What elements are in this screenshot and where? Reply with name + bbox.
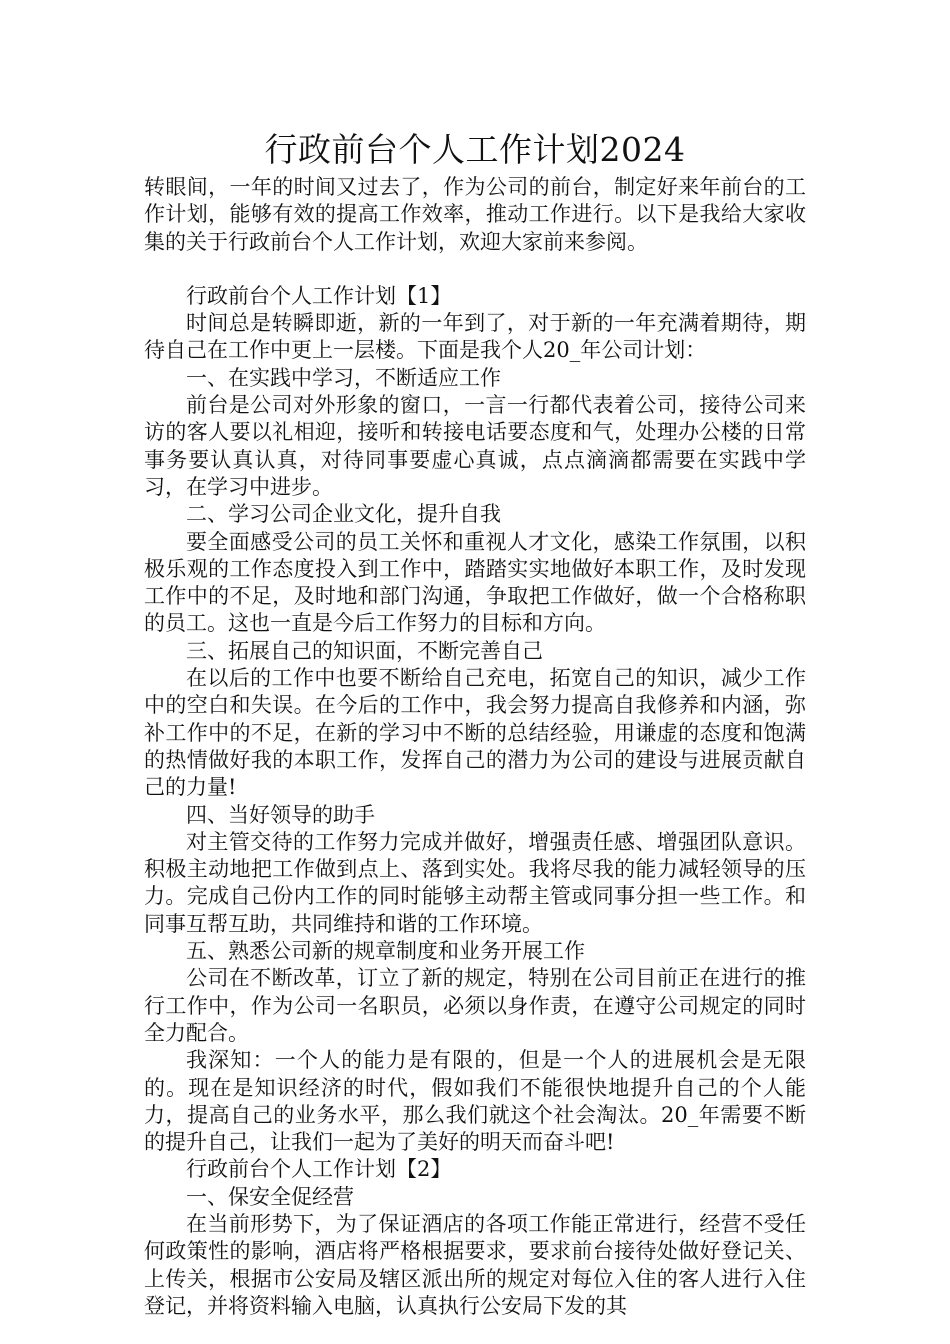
plan1-section1-body: 前台是公司对外形象的窗口，一言一行都代表着公司，接待公司来访的客人要以礼相迎，接听和转接电话要态度和气，处理办公楼的日常事务要认真认真，对待同事要虚心真诚，点点滴滴都需要在实践中学习，在学习中进步。 bbox=[144, 393, 806, 499]
plan1-section2-heading: 二、学习公司企业文化，提升自我 bbox=[186, 502, 501, 527]
plan1-section3-heading: 三、拓展自己的知识面，不断完善自己 bbox=[186, 638, 543, 663]
plan2-section1-body: 在当前形势下，为了保证酒店的各项工作能正常进行，经营不受任何政策性的影响，酒店将严格根据要求，要求前台接待处做好登记关、上传关，根据市公安局及辖区派出所的规定对每位入住的客人进行入住登记，并将资料输入电脑，认真执行公安局下发的其 bbox=[144, 1211, 806, 1318]
plan1-section3-body: 在以后的工作中也要不断给自己充电，拓宽自己的知识，减少工作中的空白和失误。在今后的工作中，我会努力提高自我修养和内涵，弥补工作中的不足，在新的学习中不断的总结经验，用谦虚的态度和饱满的热情做好我的本职工作，发挥自己的潜力为公司的建设与进展贡献自己的力量! bbox=[144, 666, 806, 800]
plan1-section4-body: 对主管交待的工作努力完成并做好，增强责任感、增强团队意识。积极主动地把工作做到点上、落到实处。我将尽我的能力减轻领导的压力。完成自己份内工作的同时能够主动帮主管或同事分担一些工作。和同事互帮互助，共同维持和谐的工作环境。 bbox=[144, 829, 806, 936]
plan2-section1-heading: 一、保安全促经营 bbox=[186, 1184, 354, 1209]
document-body bbox=[144, 174, 806, 1320]
plan1-section4-heading: 四、当好领导的助手 bbox=[186, 802, 375, 827]
document-title: 行政前台个人工作计划2024 bbox=[264, 130, 686, 169]
plan1-section1-heading: 一、在实践中学习，不断适应工作 bbox=[186, 365, 501, 390]
plan2-heading: 行政前台个人工作计划【2】 bbox=[186, 1157, 452, 1182]
plan1-section5-heading: 五、熟悉公司新的规章制度和业务开展工作 bbox=[186, 939, 585, 964]
document-page bbox=[144, 128, 806, 1320]
blank-line bbox=[144, 256, 806, 283]
plan1-section2-body: 要全面感受公司的员工关怀和重视人才文化，感染工作氛围，以积极乐观的工作态度投入到工作中，踏踏实实地做好本职工作，及时发现工作中的不足，及时地和部门沟通，争取把工作做好，做一个合格称职的员工。这也一直是今后工作努力的目标和方向。 bbox=[144, 529, 806, 636]
intro-paragraph: 转眼间，一年的时间又过去了，作为公司的前台，制定好来年前台的工作计划，能够有效的提高工作效率，推动工作进行。以下是我给大家收集的关于行政前台个人工作计划，欢迎大家前来参阅。 bbox=[144, 175, 806, 254]
plan1-opening: 时间总是转瞬即逝，新的一年到了，对于新的一年充满着期待，期待自己在工作中更上一层楼。下面是我个人20_年公司计划： bbox=[144, 311, 806, 363]
plan1-heading: 行政前台个人工作计划【1】 bbox=[186, 283, 452, 308]
plan1-closing: 我深知：一个人的能力是有限的，但是一个人的进展机会是无限的。现在是知识经济的时代，假如我们不能很快地提升自己的个人能力，提高自己的业务水平，那么我们就这个社会淘汰。20_年需要不断的提升自己，让我们一起为了美好的明天而奋斗吧! bbox=[144, 1048, 806, 1155]
plan1-section5-body: 公司在不断改革，订立了新的规定，特别在公司目前正在进行的推行工作中，作为公司一名职员，必须以身作责，在遵守公司规定的同时全力配合。 bbox=[144, 966, 806, 1045]
